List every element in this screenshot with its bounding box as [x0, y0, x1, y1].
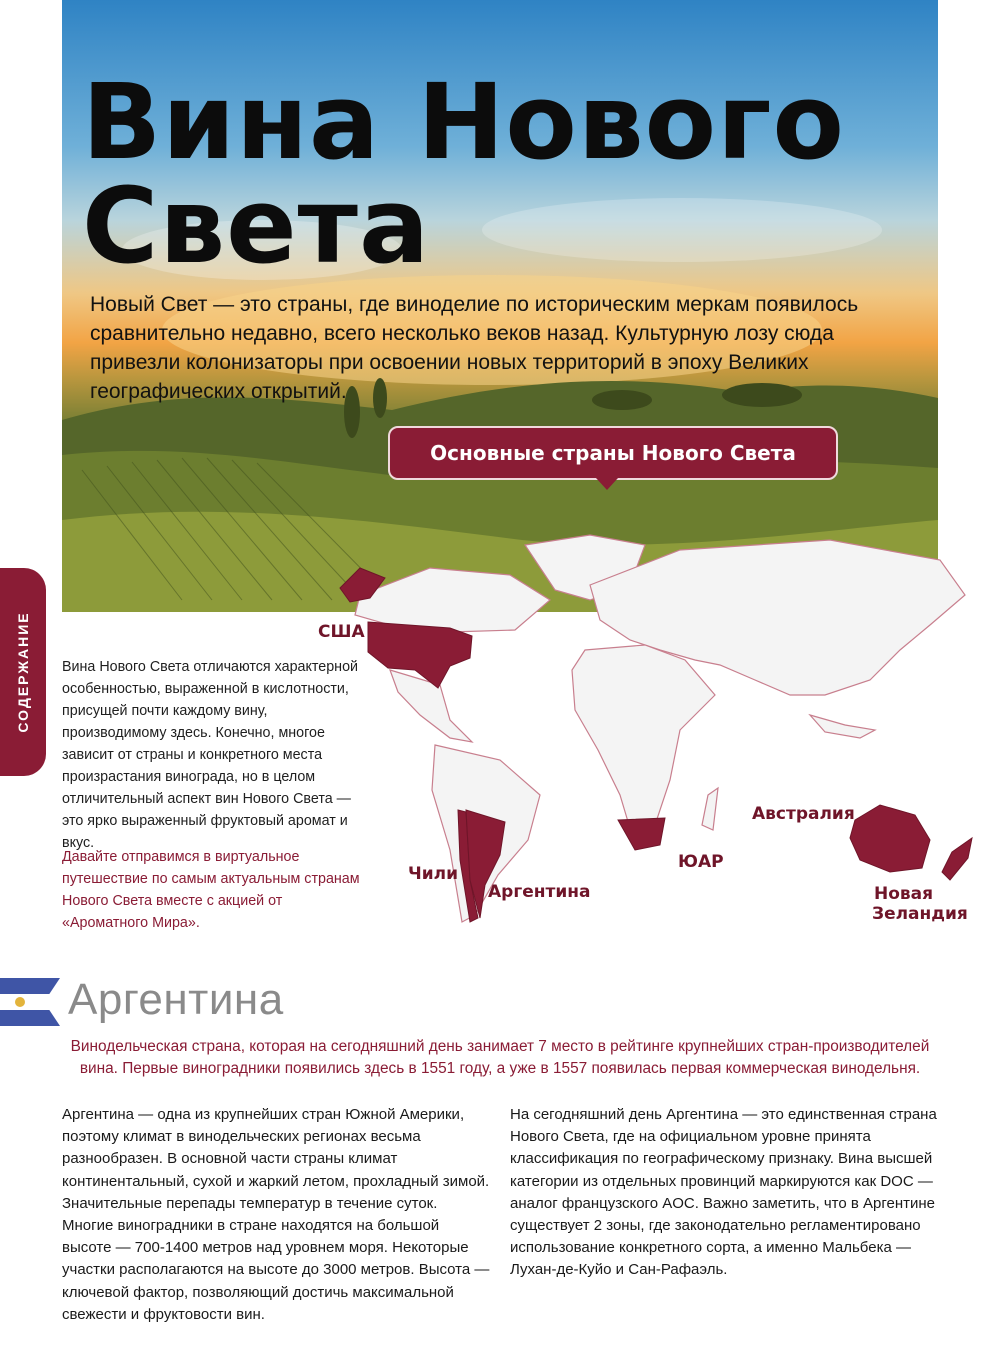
intro-text: Новый Свет — это страны, где виноделие по историческим меркам появилось сравнительно недавно, всего несколько веков назад. Культурную лозу сюда привезли колонизаторы при освоении новых территорий в эпоху Великих географических открытий. — [90, 293, 859, 403]
left-paragraph: Вина Нового Света отличаются характерной особенностью, выраженной в кислотности, присущей почти каждому вину, производимому здесь. Конечно, многое зависит от страны и конкретного места произрастания винограда, но в целом отличительный аспект вин Нового Света — это ярко выраженный фруктовый аромат и вкус. — [62, 659, 359, 851]
map-usa — [368, 622, 472, 688]
map-label-argentina: Аргентина — [488, 882, 591, 902]
argentina-lead: Винодельческая страна, которая на сегодняшний день занимает 7 место в рейтинге крупнейших стран-производителей вина. Первые виноградники появились здесь в 1551 году, а уже в 1557 появилась первая коммерческая винодельня. — [70, 1038, 930, 1077]
map-africa — [572, 645, 715, 845]
callout-label: Основные страны Нового Света — [430, 441, 796, 465]
map-label-new-zealand-line2: Зеландия — [872, 904, 968, 924]
contents-tab[interactable] — [0, 568, 46, 776]
page-title-line2: Света — [82, 165, 431, 287]
map-south-africa — [618, 818, 665, 850]
argentina-flag-icon — [0, 978, 60, 1026]
map-new-zealand — [942, 838, 972, 880]
page-title — [82, 61, 845, 287]
world-map — [300, 520, 980, 940]
map-label-south-africa: ЮАР — [678, 852, 724, 872]
callout-pointer — [596, 478, 618, 490]
argentina-column-2: На сегодняшний день Аргентина — это единственная страна Нового Света, где на официальном уровне принята классификация по географическому признаку. Вина высшей категории из отдельных провинций маркируются как DOC — аналог французского AOC. Важно заметить, что в Аргентине существует 2 зоны, где законодательно регламентировано использование конкретного сорта, а именно Мальбека — Лухан-де-Куйо и Сан-Рафаэль. — [510, 1106, 937, 1279]
map-label-usa: США — [318, 622, 365, 642]
contents-tab-label: СОДЕРЖАНИЕ — [15, 611, 31, 733]
map-madagascar — [702, 788, 718, 830]
map-label-australia: Австралия — [752, 804, 855, 824]
map-australia — [850, 805, 930, 872]
callout-box — [388, 426, 838, 480]
section-title-argentina: Аргентина — [68, 975, 284, 1024]
argentina-column-1: Аргентина — одна из крупнейших стран Южной Америки, поэтому климат в винодельческих регионах весьма разнообразен. В основной части страны климат континентальный, сухой и жаркий летом, прохладный зимой. Значительные перепады температур в течение суток. Многие виноградники в стране находятся на большой высоте — 700-1400 метров над уровнем моря. Некоторые участки располагаются на высоте до 3000 метров. Высота — ключевой фактор, позволяющий достичь максимальной свежести и фруктовости вин. — [62, 1106, 490, 1323]
map-indonesia — [810, 715, 875, 738]
page-title-line1: Вина Нового — [82, 61, 845, 183]
left-accent-paragraph: Давайте отправимся в виртуальное путешествие по самым актуальным странам Нового Света вместе с акцией от «Ароматного Мира». — [62, 849, 360, 931]
map-label-chile: Чили — [408, 864, 459, 884]
map-label-new-zealand-line1: Новая — [874, 884, 934, 904]
